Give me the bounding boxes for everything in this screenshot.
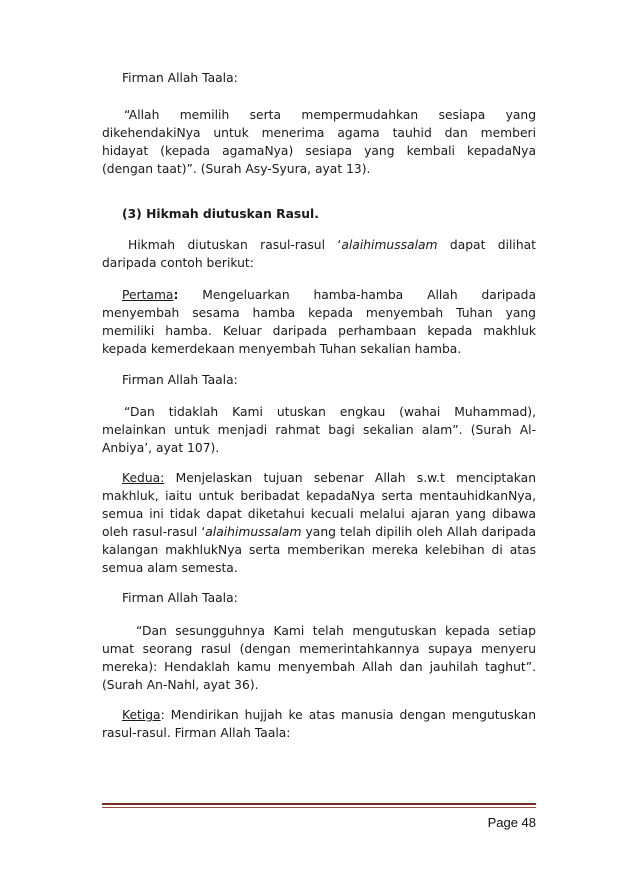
ketiga-line-1 [102, 707, 536, 723]
quote-1-line-4: (dengan taat)”. (Surah Asy-Syura, ayat 13). [102, 162, 371, 176]
pertama-line-4: kepada kemerdekaan menyembah Tuhan sekalian hamba. [102, 342, 462, 356]
ketiga-line-1-text: : Mendirikan hujjah ke atas manusia dengan mengutuskan [160, 708, 536, 722]
pertama-line-1 [102, 287, 536, 303]
quote-2-line-3: Anbiya’, ayat 107). [102, 441, 220, 455]
quote-2-line-2: melainkan untuk menjadi rahmat bagi sekalian alam”. (Surah Al- [102, 423, 536, 437]
firman-label-3: Firman Allah Taala: [122, 591, 238, 605]
quote-2-line-1: “Dan tidaklah Kami utuskan engkau (wahai Muhammad), [124, 405, 536, 419]
ketiga-line-2: rasul-rasul. Firman Allah Taala: [102, 726, 291, 740]
pertama-line-2: menyembah sesama hamba kepada menyembah Tuhan yang [102, 306, 536, 320]
section-heading: (3) Hikmah diutuskan Rasul. [122, 207, 319, 221]
footer-rule-thin [102, 807, 536, 808]
intro-text-post: dapat dilihat [437, 238, 537, 252]
kedua-line-1 [102, 470, 536, 486]
pertama-line-1-text: Mengeluarkan hamba-hamba Allah daripada [178, 288, 536, 302]
kedua-line-5: kalangan makhlukNya serta memberikan mereka kelebihan di atas [102, 543, 536, 557]
quote-3-line-1: “Dan sesungguhnya Kami telah mengutuskan kepada setiap [136, 624, 536, 638]
kedua-line-2: makhluk, iaitu untuk beribadat kepadaNya serta mentauhidkanNya, [102, 489, 536, 503]
pertama-label: Pertama [122, 288, 174, 302]
quote-1-line-3: hidayat (kepada agamaNya) sesiapa yang kembali kepadaNya [102, 144, 536, 158]
quote-3-line-2: umat seorang rasul (dengan memerintahkannya supaya menyeru [102, 642, 536, 656]
footer-rule-thick [102, 803, 536, 805]
quote-3-line-3: mereka): Hendaklah kamu menyembah Allah dan jauhilah taghut”. [102, 660, 536, 674]
kedua-line-6: semua alam semesta. [102, 561, 238, 575]
kedua-label: Kedua: [122, 471, 165, 485]
intro-line-2: daripada contoh berikut: [102, 256, 254, 270]
pertama-line-3: memiliki hamba. Keluar daripada perhambaan kepada makhluk [102, 324, 536, 338]
quote-3-line-4: (Surah An-Nahl, ayat 36). [102, 678, 259, 692]
kedua-line-4-pre: oleh rasul-rasul ‘ [102, 525, 206, 539]
kedua-line-4 [102, 524, 536, 540]
kedua-line-3: semua ini tidak dapat diketahui kecuali melalui ajaran yang dibawa [102, 507, 536, 521]
quote-1-line-1: “Allah memilih serta mempermudahkan sesiapa yang [124, 108, 536, 122]
intro-text-italic: alaihimussalam [341, 238, 438, 252]
kedua-line-1-text: Menjelaskan tujuan sebenar Allah s.w.t menciptakan [164, 471, 536, 485]
kedua-line-4-post: yang telah dipilih oleh Allah daripada [301, 525, 536, 539]
page-number: Page 48 [487, 815, 536, 830]
ketiga-label: Ketiga [122, 708, 161, 722]
intro-text-pre: Hikmah diutuskan rasul-rasul ‘ [128, 238, 342, 252]
pertama-colon: : [173, 288, 179, 302]
kedua-line-4-italic: alaihimussalam [205, 525, 302, 539]
intro-line-1 [102, 237, 536, 253]
quote-1-line-2: dikehendakiNya untuk menerima agama tauhid dan memberi [102, 126, 536, 140]
firman-label-2: Firman Allah Taala: [122, 373, 238, 387]
firman-label-1: Firman Allah Taala: [122, 71, 238, 85]
